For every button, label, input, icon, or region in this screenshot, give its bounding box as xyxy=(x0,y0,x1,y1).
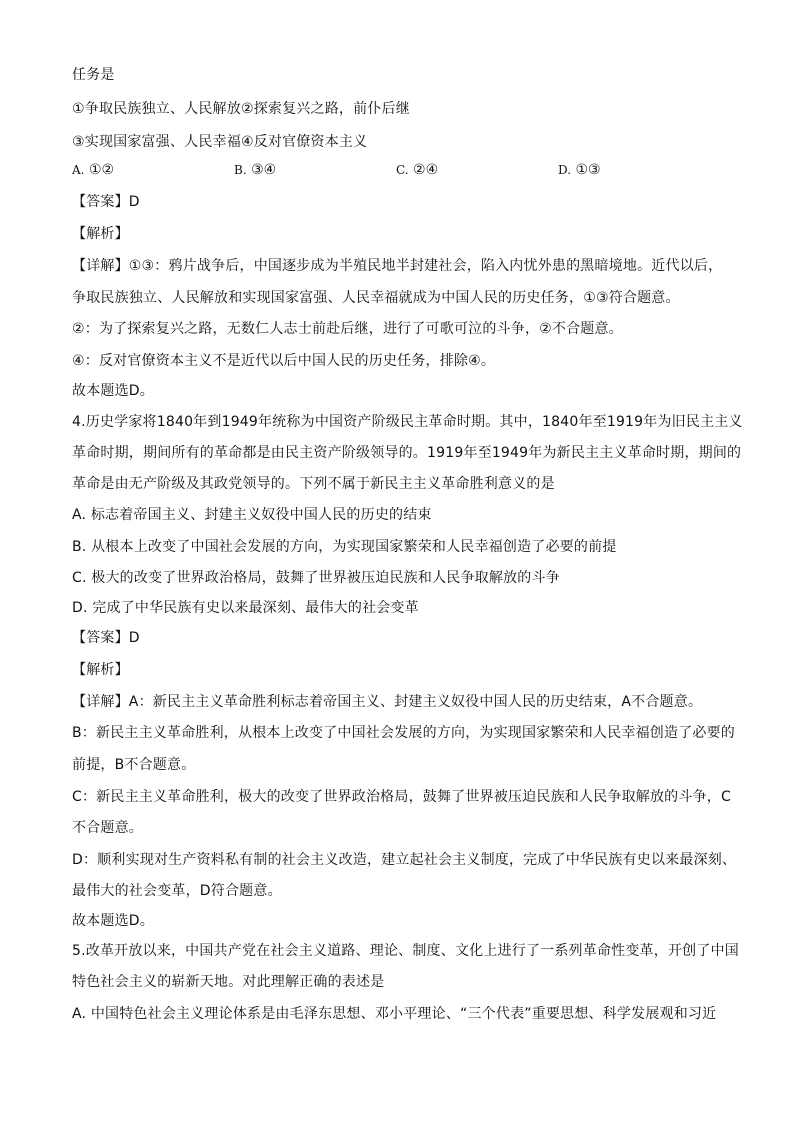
q3-statement-line-2: ③实现国家富强、人民幸福④反对官僚资本主义 xyxy=(72,134,368,150)
q4-conclusion: 故本题选D。 xyxy=(72,913,154,929)
q3-option-d-label: D. xyxy=(558,163,572,177)
q4-stem-line-3: 革命是由无产阶级及其政党领导的。下列不属于新民主主义革命胜利意义的是 xyxy=(72,476,555,492)
q3-analysis-heading: 【解析】 xyxy=(72,226,129,242)
q3-option-b-label: B. xyxy=(234,163,247,177)
q3-option-d xyxy=(558,161,601,179)
q3-option-a-text: ①② xyxy=(88,162,115,178)
q4-option-b: B. 从根本上改变了中国社会发展的方向，为实现国家繁荣和人民幸福创造了必要的前提 xyxy=(72,539,617,555)
q4-option-d: D. 完成了中华民族有史以来最深刻、最伟大的社会变革 xyxy=(72,600,419,616)
q4-detail-line-2: B：新民主主义革命胜利，从根本上改变了中国社会发展的方向，为实现国家繁荣和人民幸福创造了必要的 xyxy=(72,725,736,741)
q3-option-d-text: ①③ xyxy=(575,162,601,178)
q3-conclusion: 故本题选D。 xyxy=(72,383,154,399)
q3-detail-line-3: ②：为了探索复兴之路，无数仁人志士前赴后继，进行了可歌可泣的斗争，②不合题意。 xyxy=(72,321,623,337)
q4-detail-line-5: 不合题意。 xyxy=(72,820,143,836)
q4-analysis-heading: 【解析】 xyxy=(72,662,129,678)
q3-option-c xyxy=(396,161,438,179)
q5-stem-line-1: 5.改革开放以来，中国共产党在社会主义道路、理论、制度、文化上进行了一系列革命性变革，开创了中国 xyxy=(72,943,739,959)
q3-option-b-text: ③④ xyxy=(251,162,277,178)
q3-option-c-label: C. xyxy=(396,163,409,177)
q3-option-c-text: ②④ xyxy=(413,162,439,178)
q4-stem-line-2: 革命时期，期间所有的革命都是由民主资产阶级领导的。1919年至1949年为新民主主义革命时期，期间的 xyxy=(72,445,742,461)
q3-detail-line-1: 【详解】①③：鸦片战争后，中国逐步成为半殖民地半封建社会，陷入内忧外患的黑暗境地。近代以后， xyxy=(72,258,723,274)
q3-option-a-label: A. xyxy=(72,163,85,177)
q3-detail-line-4: ④：反对官僚资本主义不是近代以后中国人民的历史任务，排除④。 xyxy=(72,353,496,369)
q4-detail-line-1: 【详解】A：新民主主义革命胜利标志着帝国主义、封建主义奴役中国人民的历史结束，A不合题意。 xyxy=(72,694,703,710)
q3-option-b xyxy=(234,161,276,179)
q4-detail-line-6: D：顺利实现对生产资料私有制的社会主义改造，建立起社会主义制度，完成了中华民族有史以来最深刻、 xyxy=(72,852,737,868)
q5-stem-line-2: 特色社会主义的崭新天地。对此理解正确的表述是 xyxy=(72,974,385,990)
q4-detail-line-7: 最伟大的社会变革，D符合题意。 xyxy=(72,883,282,899)
q3-option-a xyxy=(72,161,114,179)
q3-detail-line-2: 争取民族独立、人民解放和实现国家富强、人民幸福就成为中国人民的历史任务，①③符合题意。 xyxy=(72,290,680,306)
q4-option-c: C. 极大的改变了世界政治格局，鼓舞了世界被压迫民族和人民争取解放的斗争 xyxy=(72,570,560,586)
q4-stem-line-1: 4.历史学家将1840年到1949年统称为中国资产阶级民主革命时期。其中，1840年至1919年为旧民主主义 xyxy=(72,414,743,430)
q3-answer: 【答案】D xyxy=(72,194,140,210)
q4-answer: 【答案】D xyxy=(72,630,140,646)
q3-statement-line-1: ①争取民族独立、人民解放②探索复兴之路，前仆后继 xyxy=(72,101,410,117)
q5-option-a: A. 中国特色社会主义理论体系是由毛泽东思想、邓小平理论、“三个代表”重要思想、科学发展观和习近 xyxy=(72,1006,717,1022)
q4-option-a: A. 标志着帝国主义、封建主义奴役中国人民的历史的结束 xyxy=(72,507,432,523)
q3-options xyxy=(72,161,722,179)
q3-stem-tail: 任务是 xyxy=(72,67,115,83)
q4-detail-line-4: C：新民主主义革命胜利，极大的改变了世界政治格局，鼓舞了世界被压迫民族和人民争取解放的斗争，C xyxy=(72,789,731,805)
q4-detail-line-3: 前提，B不合题意。 xyxy=(72,757,196,773)
